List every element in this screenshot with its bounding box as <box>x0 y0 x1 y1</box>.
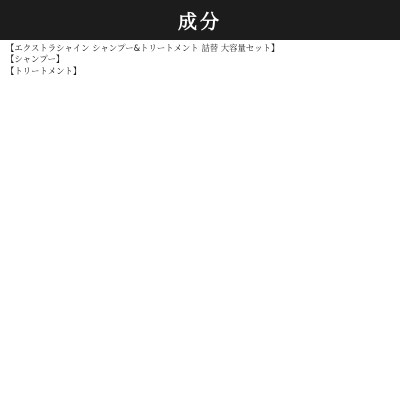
product-name: 【エクストラシャイン シャンプー&トリートメント 詰替 大容量セット】 <box>6 43 280 53</box>
treatment-section-label: 【トリートメント】 <box>6 65 82 76</box>
page-title: 成分 <box>177 10 222 33</box>
ingredients-panel <box>0 40 400 400</box>
shampoo-section-label: 【シャンプー】 <box>6 54 65 65</box>
page-header <box>0 0 400 40</box>
